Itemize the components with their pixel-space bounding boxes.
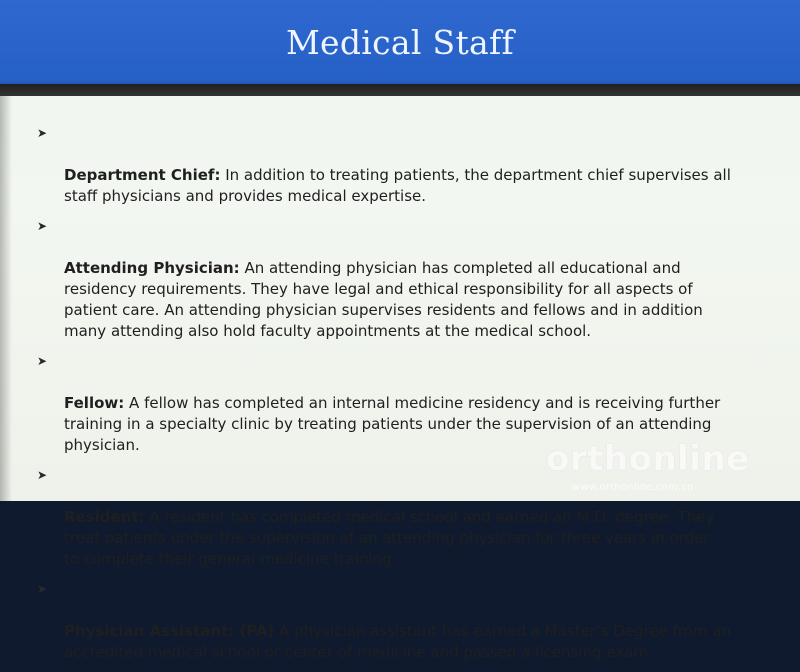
bullet-text: In addition to treating patients, the department chief supervises all staff physicians and provides medical expertise.	[64, 166, 731, 205]
bullet-item-attending-physician	[37, 216, 737, 342]
bullet-label: Resident:	[64, 508, 145, 526]
watermark-logo: orthonline	[546, 439, 750, 479]
bullet-label: Fellow:	[64, 394, 125, 412]
bullet-list	[37, 123, 737, 672]
bullet-arrow-icon: ➤	[37, 219, 48, 233]
bullet-text: A resident has completed medical school and earned an M.D. degree. They treat patients under the supervision of an attending physician for three years in order to complete their general medicine training.	[64, 508, 715, 568]
bullet-text: A physician assistant has earned a Master’s Degree from an accredited medical school or center of medicine and passed a licensing exam.	[64, 622, 731, 661]
slide-title: Medical Staff	[285, 23, 515, 62]
bullet-label: Attending Physician:	[64, 259, 240, 277]
watermark	[546, 437, 786, 497]
bullet-text: A fellow has completed an internal medicine residency and is receiving further training in a specialty clinic by treating patients under the supervision of an attending physician.	[64, 394, 721, 454]
left-shadow	[0, 96, 12, 501]
bullet-label: Physician Assistant: (PA)	[64, 622, 275, 640]
title-bar	[0, 0, 800, 84]
bullet-item-physician-assistant	[37, 579, 737, 663]
bullet-arrow-icon: ➤	[37, 354, 48, 368]
watermark-url: www.orthonline.com.cn	[572, 482, 694, 493]
bullet-arrow-icon: ➤	[37, 126, 48, 140]
bullet-arrow-icon: ➤	[37, 468, 48, 482]
bullet-label: Department Chief:	[64, 166, 221, 184]
bullet-arrow-icon: ➤	[37, 582, 48, 596]
bullet-text: An attending physician has completed all educational and residency requirements. They have legal and ethical responsibility for all aspects of patient care. An attending physician supervises residents and fellows and in addition many attending also hold faculty appointments at the medical school.	[64, 259, 703, 340]
bullet-item-department-chief	[37, 123, 737, 207]
header-divider	[0, 84, 800, 96]
